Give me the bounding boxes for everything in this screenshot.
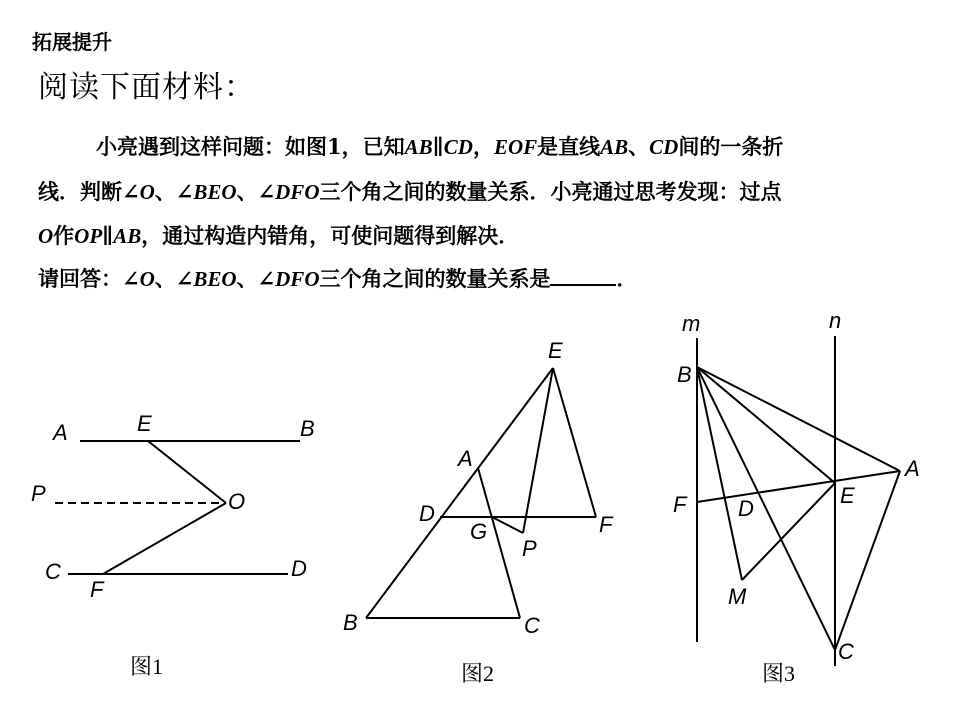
label: C	[45, 559, 61, 584]
text: ．	[616, 266, 638, 291]
label: F	[673, 492, 687, 517]
math-text: ∠BEO	[175, 267, 237, 291]
text: 、	[154, 179, 176, 204]
label: M	[728, 584, 747, 609]
label: P	[31, 481, 46, 506]
section-header: 拓展提升	[32, 30, 112, 54]
text: 三个角之间的数量关系是	[319, 266, 551, 291]
segment-ME	[742, 483, 835, 580]
text: 、	[236, 266, 258, 291]
figure-caption: 图3	[762, 661, 796, 686]
segment-EO	[148, 441, 226, 503]
label: B	[300, 416, 315, 441]
label: F	[90, 577, 104, 602]
figure-caption: 图1	[130, 654, 164, 679]
text: 间的一条折	[678, 134, 784, 159]
text: 请回答：	[38, 266, 122, 291]
segment-GP	[492, 517, 523, 533]
label: D	[291, 556, 307, 581]
label: D	[738, 496, 754, 521]
segment-BC	[697, 367, 835, 650]
label: E	[840, 483, 855, 508]
math-text: O	[38, 224, 54, 248]
text: 、	[236, 179, 258, 204]
math-text: AB∥CD	[404, 135, 473, 159]
math-text: ∠O	[122, 180, 155, 204]
label: B	[343, 610, 358, 635]
label: G	[470, 519, 488, 544]
math-text: ∠O	[122, 267, 155, 291]
figure-caption: 图2	[461, 661, 495, 686]
figure-3	[673, 308, 920, 686]
math-text: AB	[600, 135, 629, 159]
math-text: ∠DFO	[257, 180, 320, 204]
label: D	[419, 501, 435, 526]
text: 、	[154, 266, 176, 291]
label: n	[829, 308, 842, 333]
label: A	[905, 456, 920, 481]
text: 小亮遇到这样问题：如图1，已知	[96, 134, 405, 159]
label: C	[524, 613, 540, 638]
label: P	[522, 536, 537, 561]
label: A	[53, 420, 68, 445]
text: 三个角之间的数量关系．小亮通过思考发现：过点	[319, 179, 782, 204]
label: E	[548, 338, 563, 363]
label: m	[682, 311, 701, 336]
label: C	[838, 639, 854, 664]
label: F	[599, 512, 613, 537]
text: 作	[53, 223, 75, 248]
math-text: CD	[649, 135, 679, 159]
segment-EF	[553, 368, 596, 517]
label: O	[228, 489, 246, 514]
math-text: ∠DFO	[257, 267, 320, 291]
line-BE	[366, 368, 553, 618]
segment-EP	[523, 368, 553, 533]
segment-FA	[697, 471, 900, 502]
label: A	[458, 446, 473, 471]
text: 线．判断	[38, 179, 122, 204]
math-text: OP∥AB	[74, 224, 142, 248]
figure-1	[31, 411, 315, 679]
math-text: EOF	[493, 135, 538, 159]
text: 是直线	[537, 134, 601, 159]
label: B	[677, 362, 692, 387]
math-text: ∠BEO	[175, 180, 237, 204]
page-title: 阅读下面材料：	[38, 70, 255, 105]
text: ，通过构造内错角，可使问题得到解决．	[141, 223, 520, 248]
figure-2	[343, 338, 614, 686]
text: ，	[472, 134, 494, 159]
segment-OF	[103, 503, 226, 574]
label: E	[137, 411, 152, 436]
segment-BA	[697, 367, 900, 471]
text: 、	[628, 134, 650, 159]
